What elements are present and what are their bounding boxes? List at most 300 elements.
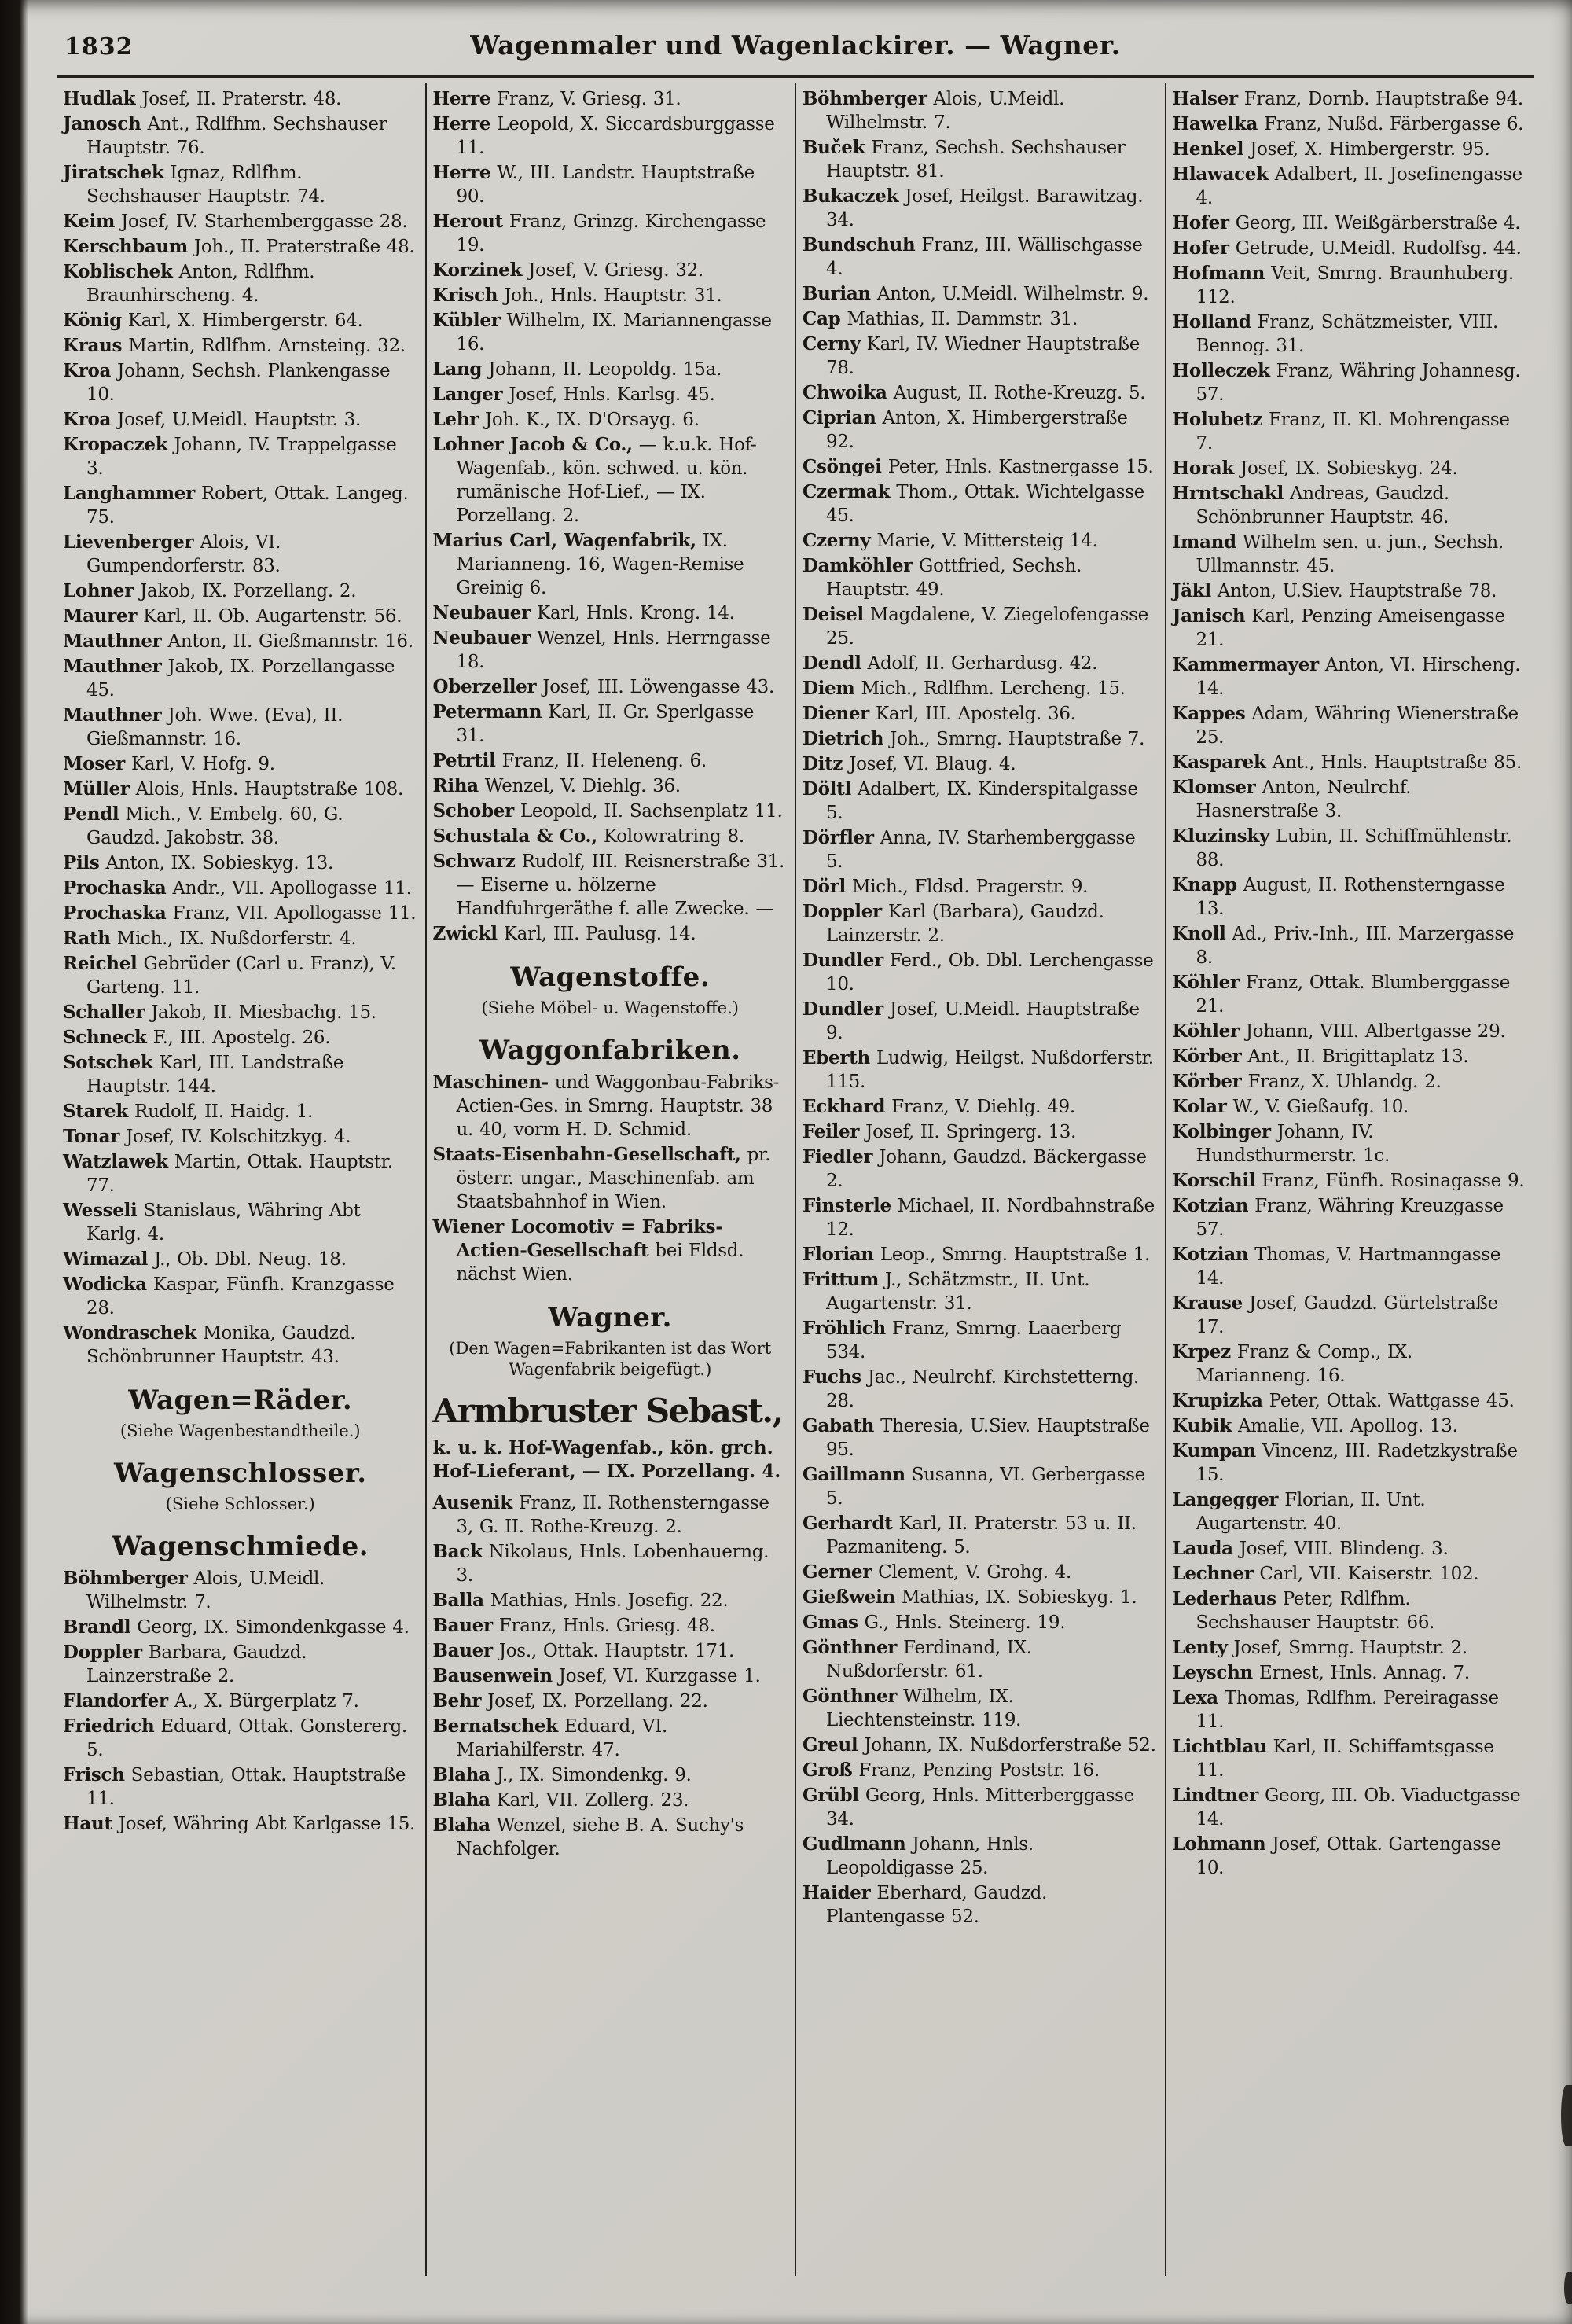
entry-name: Lederhaus [1172, 1588, 1276, 1609]
entry-detail: Franz & Comp., IX. Marianneng. 16. [1196, 1342, 1412, 1386]
directory-entry [803, 603, 1158, 650]
directory-column-1 [57, 83, 425, 2276]
entry-name: Lenty [1172, 1637, 1228, 1658]
entry-detail: Carl, VII. Kaiserstr. 102. [1259, 1564, 1479, 1584]
directory-entry [803, 1512, 1158, 1559]
directory-entry [1173, 1833, 1528, 1880]
entry-detail: Franz, Sechsh. Sechshauser Hauptstr. 81. [826, 138, 1126, 182]
directory-entry [433, 701, 788, 748]
directory-entry [803, 677, 1158, 701]
entry-name: Herre [432, 162, 491, 183]
entry-detail: Ernest, Hnls. Annag. 7. [1258, 1663, 1470, 1683]
entry-detail: Wilhelm, IX. Mariannengasse 16. [456, 311, 772, 355]
directory-entry [1173, 138, 1528, 161]
entry-detail: Wilhelm, IX. Liechtensteinstr. 119. [826, 1686, 1022, 1730]
directory-entry [803, 136, 1158, 183]
entry-name: Pils [63, 852, 100, 873]
entry-name: Balla [432, 1590, 484, 1611]
entry-detail: Karl, Penzing Ameisengasse 21. [1196, 606, 1505, 650]
header-rule [57, 75, 1534, 78]
entry-detail: Josef, II. Praterstr. 48. [141, 89, 342, 109]
directory-entry [63, 803, 418, 850]
directory-entry [63, 210, 418, 234]
directory-entry [63, 605, 418, 628]
entry-detail: Josef, VIII. Blindeng. 3. [1239, 1539, 1449, 1559]
entry-detail: Barbara, Gaudzd. Lainzerstraße 2. [86, 1642, 307, 1686]
entry-name: Holubetz [1172, 409, 1263, 430]
entry-detail: J., Ob. Dbl. Neug. 18. [154, 1249, 347, 1270]
entry-name: Cerny [803, 333, 861, 355]
directory-entry [433, 1664, 788, 1688]
entry-detail: Gottfried, Sechsh. Hauptstr. 49. [826, 556, 1082, 600]
entry-name: Grübl [803, 1785, 859, 1806]
page-number: 1832 [64, 33, 134, 61]
section-heading: Waggonfabriken. [479, 1035, 741, 1066]
entry-detail: Alois, VI. Gumpendorferstr. 83. [86, 532, 281, 576]
entry-detail: Florian, II. Unt. Augartenstr. 40. [1196, 1490, 1426, 1534]
directory-entry [803, 1145, 1158, 1193]
directory-entry [803, 282, 1158, 306]
entry-name: Hofmann [1172, 263, 1265, 284]
directory-entry [803, 778, 1158, 825]
directory-entry [63, 334, 418, 358]
entry-detail: Franz, Währing Johannesg. 57. [1196, 361, 1521, 405]
entry-name: Krpez [1172, 1341, 1231, 1362]
directory-entry [1173, 1537, 1528, 1561]
section-heading: Wagenschmiede. [112, 1531, 369, 1562]
entry-name: Henkel [1172, 138, 1244, 160]
entry-detail: Franz, V. Griesg. 31. [497, 89, 681, 109]
entry-detail: Martin, Ottak. Hauptstr. 77. [86, 1152, 393, 1196]
entry-detail: G., Hnls. Steinerg. 19. [864, 1612, 1066, 1633]
entry-detail: J., IX. Simondenkg. 9. [496, 1765, 692, 1785]
directory-entry [803, 949, 1158, 996]
entry-detail: Franz, Schätzmeister, VIII. Bennog. 31. [1196, 312, 1499, 356]
entry-name: Lauda [1172, 1538, 1233, 1559]
entry-name: Rath [63, 928, 111, 949]
directory-entry [433, 433, 788, 528]
entry-name: Gmas [803, 1612, 858, 1633]
entry-name: Horak [1172, 458, 1235, 479]
directory-entry [1173, 1414, 1528, 1438]
directory-entry [433, 675, 788, 699]
entry-name: Kluzinsky [1172, 826, 1270, 847]
directory-entry [803, 1120, 1158, 1144]
directory-entry [63, 704, 418, 751]
directory-entry [433, 1814, 788, 1861]
entry-detail: Eduard, Ottak. Gonstererg. 5. [86, 1716, 407, 1760]
directory-entry [63, 1051, 418, 1098]
entry-detail: Johann, IX. Nußdorferstraße 52. [864, 1735, 1156, 1756]
entry-name: Kolbinger [1172, 1121, 1271, 1142]
entry-detail: A., X. Bürgerplatz 7. [174, 1691, 359, 1712]
directory-entry [1173, 1661, 1528, 1685]
directory-column-2 [425, 83, 795, 2276]
entry-name: Dendl [803, 653, 861, 674]
directory-entry [803, 480, 1158, 528]
entry-detail: Georg, III. Weißgärberstraße 4. [1235, 213, 1521, 234]
entry-name: Krause [1172, 1293, 1243, 1314]
directory-entry [433, 1491, 788, 1539]
entry-detail: Karl, III. Paulusg. 14. [503, 924, 696, 944]
directory-entry [1173, 359, 1528, 406]
entry-name: Damköhler [803, 555, 913, 576]
entry-detail: Sebastian, Ottak. Hauptstraße 11. [86, 1765, 406, 1809]
directory-entry [803, 333, 1158, 380]
directory-entry [63, 952, 418, 999]
directory-entry [803, 1317, 1158, 1364]
book-binding-edge [0, 0, 28, 2324]
entry-name: Wondraschek [63, 1322, 197, 1344]
entry-detail: Franz, Dornb. Hauptstraße 94. [1243, 89, 1523, 109]
directory-entry [433, 1143, 788, 1214]
directory-entry [803, 381, 1158, 405]
entry-detail: Karl, II. Schiffamtsgasse 11. [1196, 1737, 1494, 1781]
entry-detail: Anton, II. Gießmannstr. 16. [167, 631, 413, 652]
entry-name: Kraus [63, 335, 123, 356]
directory-entry [63, 1026, 418, 1050]
entry-detail: Johann, VIII. Albertgasse 29. [1245, 1021, 1506, 1042]
section-note: (Siehe Schlosser.) [165, 1495, 315, 1513]
directory-entry [63, 1812, 418, 1836]
directory-entry [63, 1150, 418, 1197]
entry-name: Behr [432, 1690, 482, 1712]
directory-entry [1173, 653, 1528, 701]
entry-detail: Karl, IV. Wiedner Hauptstraße 78. [826, 334, 1140, 378]
entry-detail: Johann, IV. Trappelgasse 3. [86, 435, 397, 479]
entry-name: Herre [432, 113, 491, 134]
entry-name: Koblischek [63, 261, 173, 282]
entry-detail: Leop., Smrng. Hauptstraße 1. [880, 1245, 1151, 1265]
entry-detail: Franz, II. Heleneng. 6. [501, 751, 707, 771]
entry-name: Petermann [432, 701, 542, 723]
entry-name: Gudlmann [803, 1833, 906, 1855]
entry-detail: Franz, Nußd. Färbergasse 6. [1264, 114, 1524, 134]
directory-entry [1173, 605, 1528, 652]
entry-name: Hofer [1172, 212, 1229, 234]
directory-entry [1173, 1120, 1528, 1168]
entry-name: Gerner [803, 1561, 872, 1583]
directory-entry [63, 235, 418, 259]
entry-detail: F., III. Apostelg. 26. [152, 1028, 331, 1048]
directory-entry [803, 406, 1158, 454]
entry-detail: Anton, X. Himbergerstraße 92. [826, 408, 1128, 452]
directory-entry [1173, 702, 1528, 749]
directory-entry [803, 1243, 1158, 1267]
entry-detail: IX. Marianneng. 16, Wagen-Remise Greinig 6. [456, 531, 744, 598]
directory-entry [803, 1194, 1158, 1241]
entry-name: Krisch [432, 285, 498, 306]
entry-detail: W., III. Landstr. Hauptstraße 90. [456, 163, 755, 207]
directory-entry [63, 531, 418, 578]
directory-entry [1173, 1020, 1528, 1043]
entry-name: Maurer [63, 605, 138, 627]
entry-name: Diem [803, 678, 855, 699]
directory-entry [803, 875, 1158, 899]
entry-detail: Franz, II. Rothensterngasse 3, G. II. Rothe-Kreuzg. 2. [456, 1493, 769, 1537]
directory-entry [63, 1001, 418, 1024]
entry-detail: Franz, VII. Apollogasse 11. [172, 903, 417, 924]
entry-detail: Josef, IV. Kolschitzkyg. 4. [126, 1127, 351, 1147]
entry-name: Florian [803, 1244, 874, 1265]
entry-name: Prochaska [63, 877, 167, 899]
entry-detail: Peter, Ottak. Wattgasse 45. [1269, 1391, 1515, 1411]
directory-entry [63, 1248, 418, 1271]
entry-detail: Karl (Barbara), Gaudzd. Lainzerstr. 2. [826, 902, 1104, 946]
entry-detail: Anton, U.Siev. Hauptstraße 78. [1217, 581, 1497, 601]
entry-name: Doppler [63, 1642, 142, 1663]
entry-name: Wiener Locomotiv = Fabriks-Actien-Gesellschaft [432, 1216, 723, 1261]
entry-name: Lindtner [1172, 1785, 1258, 1806]
entry-detail: J., Schätzmstr., II. Unt. Augartenstr. 31. [826, 1270, 1090, 1314]
entry-name: Knoll [1172, 923, 1226, 944]
entry-name: Maschinen- [432, 1072, 549, 1093]
directory-entry [1173, 1440, 1528, 1487]
entry-detail: Franz, Fünfh. Rosinagasse 9. [1262, 1171, 1525, 1191]
entry-detail: Alois, U.Meidl. Wilhelmstr. 7. [826, 89, 1065, 133]
entry-name: Haut [63, 1813, 112, 1834]
entry-detail: Josef, Ottak. Gartengasse 10. [1196, 1834, 1501, 1878]
entry-detail: Getrude, U.Meidl. Rudolfsg. 44. [1235, 238, 1522, 259]
directory-entry [1173, 311, 1528, 358]
directory-entry [1173, 87, 1528, 111]
scan-artifact [1564, 2272, 1572, 2304]
entry-name: Greul [803, 1734, 858, 1756]
entry-detail: pr. österr. ungar., Maschinenfab. am Staatsbahnhof in Wien. [456, 1145, 771, 1212]
directory-entry [803, 998, 1158, 1045]
section-note: (Siehe Wagenbestandtheile.) [119, 1421, 361, 1440]
entry-detail: Franz, Ottak. Blumberggasse 21. [1196, 973, 1511, 1017]
entry-name: Schober [432, 800, 514, 822]
entry-detail: Jac., Neulrchf. Kirchstetterng. 28. [826, 1367, 1140, 1411]
entry-name: Körber [1172, 1071, 1242, 1092]
entry-name: Riha [432, 775, 479, 796]
directory-entry [433, 1071, 788, 1142]
directory-entry [63, 1763, 418, 1811]
directory-entry [803, 1561, 1158, 1584]
entry-name: Mauthner [63, 656, 162, 677]
directory-entry [803, 702, 1158, 726]
entry-name: Gönthner [803, 1637, 898, 1658]
entry-name: Frisch [63, 1764, 125, 1785]
entry-detail: Karl, II. Ob. Augartenstr. 56. [143, 606, 402, 627]
directory-entry [433, 825, 788, 848]
directory-entry [433, 284, 788, 307]
entry-detail: Franz, Grinzg. Kirchengasse 19. [456, 211, 766, 256]
directory-entry [63, 1715, 418, 1762]
entry-detail: Mich., Rdlfhm. Lercheng. 15. [861, 678, 1126, 699]
entry-detail: Peter, Rdlfhm. Sechshauser Hauptstr. 66. [1196, 1589, 1435, 1633]
directory-entry [63, 1100, 418, 1123]
directory-entry [63, 630, 418, 653]
directory-entry [1173, 211, 1528, 235]
entry-name: Köhler [1172, 972, 1240, 993]
section-heading: Wagner. [548, 1302, 672, 1333]
directory-entry [1173, 457, 1528, 480]
directory-entry [63, 359, 418, 406]
entry-name: Kammermayer [1172, 654, 1319, 675]
entry-name: Watzlawek [63, 1151, 168, 1172]
entry-name: Lohner Jacob & Co., [432, 434, 633, 455]
directory-entry [433, 408, 788, 432]
directory-entry [433, 749, 788, 773]
entry-detail: Thom., Ottak. Wichtelgasse 45. [826, 482, 1144, 526]
entry-detail: Georg, IX. Simondenkgasse 4. [137, 1617, 410, 1638]
entry-detail: Josef, X. Himbergerstr. 95. [1250, 139, 1490, 160]
entry-detail: Jos., Ottak. Hauptstr. 171. [498, 1641, 735, 1661]
entry-detail: Leopold, X. Siccardsburggasse 11. [456, 114, 775, 158]
entry-name: Halser [1172, 88, 1238, 109]
entry-name: Staats-Eisenbahn-Gesellschaft, [432, 1144, 741, 1165]
entry-detail: Josef, Hnls. Karlsg. 45. [509, 384, 715, 405]
entry-name: Bukaczek [803, 186, 899, 207]
directory-entry [1173, 1243, 1528, 1290]
entry-name: Fiedler [803, 1146, 873, 1168]
directory-entry [1173, 579, 1528, 603]
directory-entry [63, 1616, 418, 1639]
directory-entry [803, 1734, 1158, 1757]
entry-detail: Karl, X. Himbergerstr. 64. [127, 311, 363, 331]
entry-name: Kroa [63, 409, 112, 430]
entry-detail: Franz, Smrng. Laaerberg 534. [826, 1318, 1122, 1362]
directory-entry [433, 850, 788, 921]
entry-name: Lohner [63, 580, 134, 601]
directory-entry [1173, 1488, 1528, 1535]
entry-detail: August, II. Rothe-Kreuzg. 5. [893, 383, 1146, 403]
entry-detail: Kolowratring 8. [603, 826, 744, 847]
entry-detail: Mathias, IX. Sobieskyg. 1. [902, 1587, 1137, 1608]
directory-columns [57, 83, 1534, 2276]
entry-name: Wesseli [63, 1200, 138, 1221]
entry-detail: Wenzel, V. Diehlg. 36. [484, 776, 681, 796]
entry-detail: Lubin, II. Schiffmühlenstr. 88. [1196, 826, 1512, 870]
entry-detail: Wilhelm sen. u. jun., Sechsh. Ullmannstr. 45. [1196, 532, 1504, 576]
entry-name: Jiratschek [63, 162, 164, 183]
directory-entry [63, 1125, 418, 1149]
directory-entry [63, 1690, 418, 1713]
directory-entry [803, 1636, 1158, 1683]
entry-name: Schwarz [432, 851, 516, 872]
directory-entry [63, 1322, 418, 1369]
entry-name: Feiler [803, 1121, 860, 1142]
directory-entry [433, 1715, 788, 1762]
entry-detail: Franz, X. Uhlandg. 2. [1247, 1072, 1442, 1092]
entry-detail: Gebrüder (Carl u. Franz), V. Garteng. 11. [86, 954, 396, 998]
entry-name: Blaha [432, 1764, 490, 1785]
directory-entry [803, 1611, 1158, 1635]
entry-name: Hlawacek [1172, 164, 1269, 185]
entry-name: Dörfler [803, 827, 874, 848]
directory-entry [433, 1639, 788, 1663]
directory-entry [63, 1273, 418, 1320]
directory-entry [63, 655, 418, 702]
directory-entry [433, 529, 788, 600]
directory-entry [433, 922, 788, 946]
directory-entry [803, 1463, 1158, 1510]
directory-entry [63, 112, 418, 160]
entry-detail: Franz, Währing Kreuzgasse 57. [1196, 1196, 1504, 1240]
directory-entry [433, 87, 788, 111]
entry-name: Starek [63, 1101, 129, 1122]
entry-name: Janosch [63, 113, 141, 134]
entry-name: Holland [1172, 311, 1251, 333]
entry-name: Kotzian [1172, 1244, 1249, 1265]
entry-name: Kumpan [1172, 1440, 1256, 1462]
entry-name: Hofer [1172, 237, 1229, 259]
entry-detail: Ant., Hnls. Hauptstraße 85. [1272, 752, 1522, 773]
directory-entry [433, 800, 788, 823]
entry-name: Schneck [63, 1027, 147, 1048]
entry-name: Leyschn [1172, 1662, 1253, 1683]
directory-entry [433, 1614, 788, 1638]
directory-entry [433, 210, 788, 257]
directory-entry [803, 554, 1158, 601]
directory-entry [433, 383, 788, 406]
entry-name: Diener [803, 703, 869, 724]
directory-entry [803, 307, 1158, 331]
directory-entry [1173, 1169, 1528, 1193]
directory-entry [1173, 262, 1528, 309]
entry-detail: Franz, V. Diehlg. 49. [891, 1097, 1075, 1117]
entry-name: Pendl [63, 803, 119, 825]
entry-detail: Anton, U.Meidl. Wilhelmstr. 9. [876, 284, 1149, 304]
entry-detail: Leopold, II. Sachsenplatz 11. [520, 801, 783, 822]
directory-entry [1173, 1389, 1528, 1413]
entry-name: Brandl [63, 1616, 131, 1638]
directory-entry [63, 851, 418, 875]
entry-name: Blaha [432, 1815, 490, 1836]
directory-entry [433, 112, 788, 160]
directory-entry [803, 1414, 1158, 1462]
entry-detail: W., V. Gießaufg. 10. [1232, 1097, 1409, 1117]
entry-detail: Joh., II. Praterstraße 48. [193, 237, 415, 257]
directory-entry [1173, 112, 1528, 136]
entry-detail: bei Fldsd. nächst Wien. [456, 1241, 744, 1285]
directory-entry [63, 1641, 418, 1688]
directory-entry [1173, 1784, 1528, 1831]
entry-name: Csöngei [803, 456, 882, 477]
directory-entry [1173, 531, 1528, 578]
directory-entry [803, 529, 1158, 553]
directory-entry [433, 1540, 788, 1587]
entry-detail: Georg, Hnls. Mitterberggasse 34. [826, 1785, 1134, 1829]
entry-detail: Josef, V. Griesg. 32. [528, 260, 703, 281]
entry-name: Kappes [1172, 703, 1246, 724]
entry-detail: Joh. K., IX. D'Orsayg. 6. [484, 410, 700, 430]
entry-name: Hrntschakl [1172, 483, 1284, 504]
entry-detail: Franz, Penzing Poststr. 16. [858, 1760, 1100, 1781]
directory-entry [1173, 825, 1528, 872]
entry-detail: Josef, Währing Abt Karlgasse 15. [118, 1814, 416, 1834]
directory-entry [803, 826, 1158, 873]
directory-entry [803, 1759, 1158, 1782]
entry-detail: Adalbert, II. Josefinengasse 4. [1196, 164, 1522, 208]
entry-name: Fuchs [803, 1366, 861, 1388]
entry-detail: Johann, Gaudzd. Bäckergasse 2. [826, 1147, 1147, 1191]
directory-entry [1173, 1587, 1528, 1635]
entry-detail: Andr., VII. Apollogasse 11. [172, 878, 412, 899]
directory-entry [803, 1784, 1158, 1831]
entry-detail: Ant., II. Brigittaplatz 13. [1247, 1046, 1469, 1067]
entry-detail: Magdalene, V. Ziegelofengasse 25. [826, 605, 1148, 649]
entry-name: Sotschek [63, 1052, 153, 1073]
entry-detail: Andreas, Gaudzd. Schönbrunner Hauptstr. 46. [1196, 484, 1449, 528]
directory-entry [63, 87, 418, 111]
entry-detail: Anton, IX. Sobieskyg. 13. [105, 853, 334, 873]
directory-entry [1173, 1340, 1528, 1388]
directory-entry [433, 774, 788, 798]
entry-detail: Ferd., Ob. Dbl. Lerchengasse 10. [826, 951, 1154, 995]
